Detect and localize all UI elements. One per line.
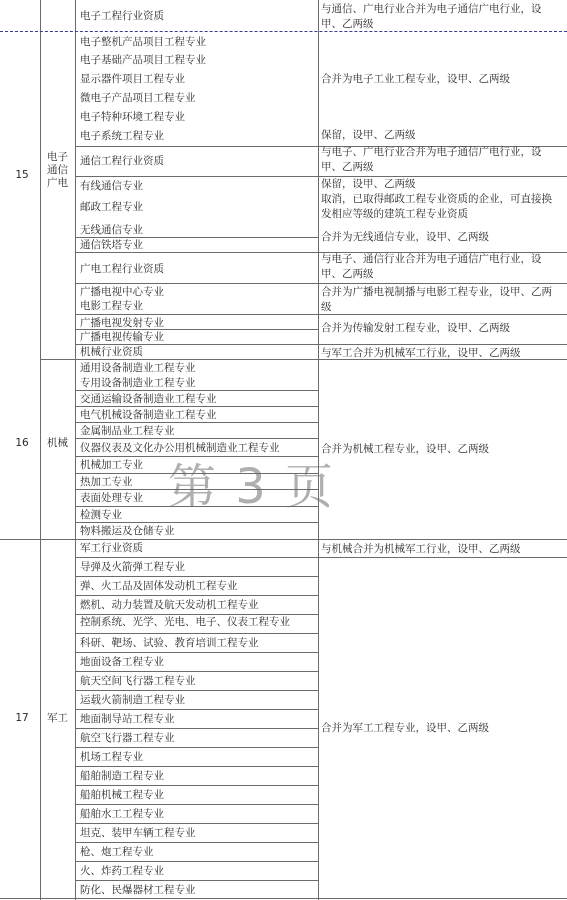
qualification-item: 坦克、装甲车辆工程专业 [80, 827, 196, 839]
table-bottom-border [0, 898, 567, 899]
qualification-item: 无线通信专业 [80, 224, 143, 236]
qualification-remark: 合并为电子工业工程专业，设甲、乙两级 [321, 73, 510, 85]
qualification-item: 电子特种环境工程专业 [80, 111, 185, 123]
qualification-remark: 取消，已取得邮政工程专业资质的企业，可直接换发相应等级的建筑工程专业资质 [321, 193, 552, 220]
qualification-item: 军工行业资质 [80, 542, 143, 554]
qualification-item: 广播电视传输专业 [80, 331, 164, 343]
qualification-item: 机械行业资质 [80, 346, 143, 358]
qualification-item: 交通运输设备制造业工程专业 [80, 393, 217, 405]
qualification-remark: 合并为军工工程专业，设甲、乙两级 [321, 722, 489, 734]
qualification-item: 机场工程专业 [80, 751, 143, 763]
row-number: 15 [15, 169, 29, 181]
qualification-remark: 与电子、通信行业合并为电子通信广电行业，设甲、乙两级 [321, 253, 542, 280]
row-divider [75, 237, 318, 238]
qualification-remark: 与电子、广电行业合并为电子通信广电行业，设甲、乙两级 [321, 146, 542, 173]
qualification-item: 导弹及火箭弹工程专业 [80, 561, 185, 573]
qualification-remark: 合并为传输发射工程专业，设甲、乙两级 [321, 322, 510, 334]
qualification-remark: 保留，设甲、乙两级 [321, 178, 416, 190]
row-divider [75, 595, 318, 596]
qualification-item: 显示器件项目工程专业 [80, 73, 185, 85]
qualification-item: 枪、炮工程专业 [80, 846, 154, 858]
qualification-item: 电子系统工程专业 [80, 130, 164, 142]
qualification-item: 弹、火工品及固体发动机工程专业 [80, 580, 238, 592]
qualification-item: 邮政工程专业 [80, 201, 143, 213]
qualification-item: 物料搬运及仓储专业 [80, 525, 175, 537]
qualification-item: 广播电视中心专业 [80, 286, 164, 298]
qualification-remark: 与机械合并为机械军工行业，设甲、乙两级 [321, 543, 521, 555]
row-divider [75, 671, 318, 672]
qualification-item: 热加工专业 [80, 476, 133, 488]
qualification-item: 广电工程行业资质 [80, 263, 164, 275]
qualification-item: 电子工程行业资质 [80, 10, 164, 22]
qualification-remark: 与军工合并为机械军工行业，设甲、乙两级 [321, 347, 521, 359]
qualification-item: 防化、民爆器材工程专业 [80, 884, 196, 896]
qualification-item: 火、炸药工程专业 [80, 865, 164, 877]
qualification-item: 金属制品业工程专业 [80, 425, 175, 437]
page-number-watermark: 第 3 页 [168, 459, 336, 515]
row-number: 17 [15, 712, 29, 724]
qualification-item: 船舶制造工程专业 [80, 770, 164, 782]
qualification-item: 通用设备制造业工程专业 [80, 362, 196, 374]
qualification-item: 航空飞行器工程专业 [80, 732, 175, 744]
grid-line-category [75, 0, 76, 900]
row-divider [75, 785, 318, 786]
row-divider [75, 283, 567, 284]
row-divider [75, 557, 567, 558]
qualification-item: 科研、靶场、试验、教育培训工程专业 [80, 637, 259, 649]
row-divider [75, 633, 318, 634]
qualification-item: 专用设备制造业工程专业 [80, 377, 196, 389]
row-divider [75, 406, 318, 407]
qualification-item: 通信铁塔专业 [80, 239, 143, 251]
qualification-item: 电影工程专业 [80, 300, 143, 312]
row-number: 16 [15, 437, 29, 449]
row-divider [75, 880, 318, 881]
qualification-remark: 合并为广播电视制播与电影工程专业，设甲、乙两级 [321, 286, 552, 313]
qualification-item: 运载火箭制造工程专业 [80, 694, 185, 706]
row-divider [75, 709, 318, 710]
qualification-item: 电子基础产品项目工程专业 [80, 54, 206, 66]
row-divider [75, 344, 567, 345]
qualification-item: 控制系统、光学、光电、电子、仪表工程专业 [80, 616, 290, 628]
qualification-item: 航天空间飞行器工程专业 [80, 675, 196, 687]
qualification-item: 检测专业 [80, 509, 122, 521]
row-divider [75, 652, 318, 653]
row-divider [75, 766, 318, 767]
row-divider [75, 438, 318, 439]
row-divider [75, 823, 318, 824]
qualification-item: 机械加工专业 [80, 459, 143, 471]
row-divider [75, 861, 318, 862]
row-divider [75, 728, 318, 729]
row-divider [75, 747, 318, 748]
row-divider [75, 576, 318, 577]
qualification-item: 广播电视发射专业 [80, 317, 164, 329]
qualification-item: 电气机械设备制造业工程专业 [80, 409, 217, 421]
qualification-item: 船舶水工工程专业 [80, 808, 164, 820]
row-divider [75, 522, 318, 523]
qualification-item: 微电子产品项目工程专业 [80, 92, 196, 104]
row-divider [75, 390, 318, 391]
qualification-item: 船舶机械工程专业 [80, 789, 164, 801]
qualification-item: 有线通信专业 [80, 180, 143, 192]
qualification-item: 燃机、动力装置及航天发动机工程专业 [80, 599, 259, 611]
row-divider [75, 842, 318, 843]
grid-line-left [40, 0, 41, 900]
qualification-remark: 与通信、广电行业合并为电子通信广电行业，设甲、乙两级 [321, 3, 542, 30]
qualification-item: 地面设备工程专业 [80, 656, 164, 668]
qualification-item: 通信工程行业资质 [80, 155, 164, 167]
row-category: 机械 [47, 437, 68, 449]
qualification-remark: 合并为机械工程专业，设甲、乙两级 [321, 443, 489, 455]
row-divider [75, 690, 318, 691]
qualification-item: 电子整机产品项目工程专业 [80, 36, 206, 48]
row-category: 电子通信广电 [47, 151, 68, 189]
row-divider [75, 804, 318, 805]
row-divider [75, 614, 318, 615]
qualification-remark: 合并为无线通信专业，设甲、乙两级 [321, 231, 489, 243]
row-divider [75, 422, 318, 423]
qualification-item: 表面处理专业 [80, 492, 143, 504]
qualification-item: 地面制导站工程专业 [80, 713, 175, 725]
section-divider [0, 539, 567, 540]
qualification-remark: 保留，设甲、乙两级 [321, 129, 416, 141]
row-category: 军工 [47, 712, 68, 724]
qualification-item: 仪器仪表及文化办公用机械制造业工程专业 [80, 442, 280, 454]
